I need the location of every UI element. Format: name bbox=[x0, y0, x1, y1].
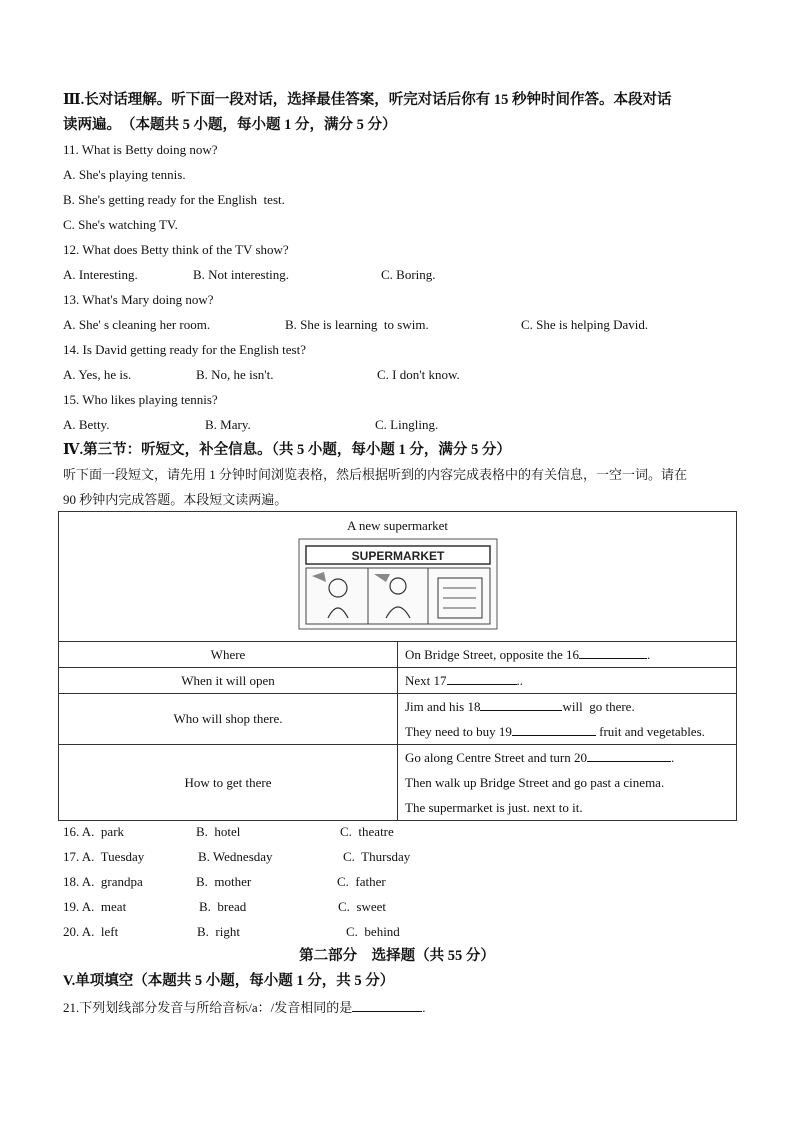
row-open-value bbox=[398, 668, 737, 694]
row-where-value bbox=[398, 642, 737, 668]
question-21 bbox=[63, 999, 426, 1016]
q12-option-c: C. Boring. bbox=[381, 267, 436, 282]
part2-title: 第二部分 选择题（共 55 分） bbox=[299, 948, 495, 964]
shoppers-text-1-end: will go there. bbox=[562, 699, 635, 714]
blank-16[interactable] bbox=[579, 646, 647, 659]
q17-option-a: 17. A. Tuesday bbox=[63, 849, 145, 864]
q15-option-b: B. Mary. bbox=[205, 417, 251, 432]
q16-option-c: C. theatre bbox=[340, 824, 394, 839]
info-table bbox=[58, 511, 737, 821]
question-14: 14. Is David getting ready for the English test? bbox=[63, 342, 306, 357]
shoppers-text-2: They need to buy 19 bbox=[405, 724, 512, 739]
directions-text-2: Then walk up Bridge Street and go past a cinema. bbox=[405, 775, 665, 790]
q17-option-c: C. Thursday bbox=[343, 849, 411, 864]
q19-option-c: C. sweet bbox=[338, 899, 387, 914]
supermarket-sign: SUPERMARKET bbox=[351, 549, 444, 563]
q11-option-a: A. She's playing tennis. bbox=[63, 167, 186, 182]
table-title: A new supermarket bbox=[346, 518, 449, 533]
blank-20[interactable] bbox=[587, 749, 671, 762]
q16-option-b: B. hotel bbox=[196, 824, 241, 839]
section3-heading-line2: 读两遍。 （本题共 5 小题，每小题 1 分，满分 5 分） bbox=[63, 117, 397, 133]
row-shoppers-value bbox=[398, 694, 737, 745]
question-15: 15. Who likes playing tennis? bbox=[63, 392, 218, 407]
directions-text-1-end: . bbox=[670, 750, 675, 765]
q18-option-c: C. father bbox=[337, 874, 386, 889]
shoppers-text-2-end: fruit and vegetables. bbox=[595, 724, 705, 739]
row-directions-value bbox=[398, 745, 737, 821]
blank-21[interactable] bbox=[352, 999, 422, 1012]
q20-option-b: B. right bbox=[197, 924, 240, 939]
q11-option-b: B. She's getting ready for the English test. bbox=[63, 192, 285, 207]
q13-option-c: C. She is helping David. bbox=[521, 317, 649, 332]
open-text: Next 17 bbox=[405, 673, 447, 688]
row-shoppers-label: Who will shop there. bbox=[59, 694, 398, 745]
section3-heading-line1: Ⅲ.长对话理解。听下面一段对话，选择最佳答案，听完对话后你有 15 秒钟时间作答。本段对话 bbox=[63, 92, 672, 108]
q16-option-a: 16. A. park bbox=[63, 824, 125, 839]
q20-option-a: 20. A. left bbox=[63, 924, 119, 939]
q17-option-b: B. Wednesday bbox=[198, 849, 273, 864]
blank-17[interactable] bbox=[447, 672, 517, 685]
section4-instruction-line1: 听下面一段短文，请先用 1 分钟时间浏览表格，然后根据听到的内容完成表格中的有关信息，一空一词。请在 bbox=[63, 467, 688, 482]
q19-option-a: 19. A. meat bbox=[63, 899, 127, 914]
open-text-end: .. bbox=[516, 673, 524, 688]
section5-heading: V.单项填空（本题共 5 小题，每小题 1 分，共 5 分） bbox=[63, 973, 395, 989]
row-where-label: Where bbox=[59, 642, 398, 668]
q14-option-c: C. I don't know. bbox=[377, 367, 460, 382]
q19-option-b: B. bread bbox=[199, 899, 247, 914]
row-open-label: When it will open bbox=[59, 668, 398, 694]
row-directions-label: How to get there bbox=[59, 745, 398, 821]
blank-18[interactable] bbox=[480, 698, 562, 711]
q15-option-c: C. Lingling. bbox=[375, 417, 439, 432]
q11-option-c: C. She's watching TV. bbox=[63, 217, 178, 232]
q20-option-c: C. behind bbox=[346, 924, 400, 939]
q18-option-b: B. mother bbox=[196, 874, 252, 889]
q18-option-a: 18. A. grandpa bbox=[63, 874, 143, 889]
q21-text-end: . bbox=[422, 1000, 426, 1015]
section4-heading: Ⅳ.第三节：听短文，补全信息。（共 5 小题，每小题 1 分，满分 5 分） bbox=[63, 442, 511, 458]
blank-19[interactable] bbox=[512, 723, 596, 736]
table-title-cell bbox=[59, 512, 737, 642]
q13-option-a: A. She' s cleaning her room. bbox=[63, 317, 211, 332]
q21-text: 21.下列划线部分发音与所给音标/a：/发音相同的是 bbox=[63, 1000, 353, 1015]
directions-text-3: The supermarket is just. next to it. bbox=[405, 800, 583, 815]
q15-option-a: A. Betty. bbox=[63, 417, 110, 432]
q12-option-b: B. Not interesting. bbox=[193, 267, 290, 282]
q14-option-a: A. Yes, he is. bbox=[63, 367, 132, 382]
section4-instruction-line2: 90 秒钟内完成答题。本段短文读两遍。 bbox=[63, 492, 288, 507]
shoppers-text-1: Jim and his 18 bbox=[405, 699, 481, 714]
where-text-end: . bbox=[647, 647, 651, 662]
question-11: 11. What is Betty doing now? bbox=[63, 142, 218, 157]
q14-option-b: B. No, he isn't. bbox=[196, 367, 274, 382]
where-text: On Bridge Street, opposite the 16 bbox=[405, 647, 580, 662]
q13-option-b: B. She is learning to swim. bbox=[285, 317, 429, 332]
q12-option-a: A. Interesting. bbox=[63, 267, 138, 282]
question-13: 13. What's Mary doing now? bbox=[63, 292, 214, 307]
supermarket-illustration bbox=[298, 538, 498, 630]
question-12: 12. What does Betty think of the TV show? bbox=[63, 242, 289, 257]
directions-text-1: Go along Centre Street and turn 20 bbox=[405, 750, 587, 765]
